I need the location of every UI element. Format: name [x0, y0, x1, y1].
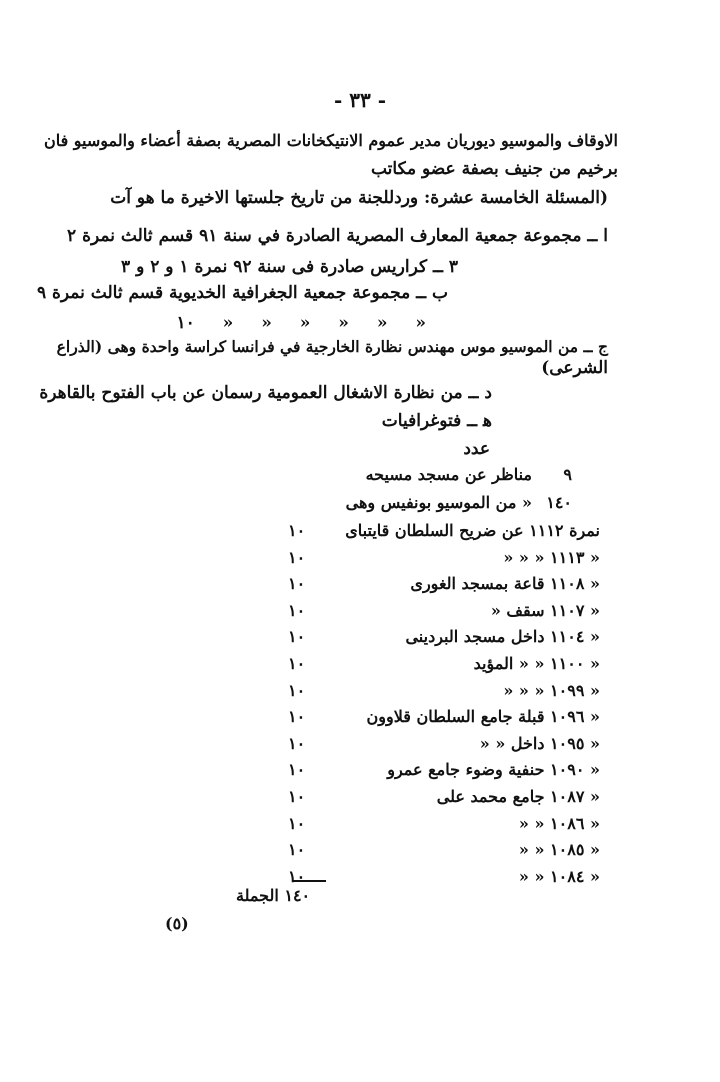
- row-label: « ١٠٨٤ « «: [518, 866, 600, 886]
- row-label: « ١٠٨٧ جامع محمد على: [436, 787, 600, 806]
- table-row: [280, 866, 600, 888]
- table-row: [280, 706, 600, 728]
- row-label: « ١٠٩٦ قبلة جامع السلطان قلاوون: [366, 707, 600, 727]
- table-row: [280, 520, 600, 542]
- row-quantity: ١٠: [288, 866, 306, 886]
- paragraph-line-4: ا ــ مجموعة جمعية المعارف المصرية الصادرة في سنة ٩١ قسم ثالث نمرة ٢: [67, 226, 608, 246]
- table-row: [280, 759, 600, 781]
- row-label: « ١١٠٤ داخل مسجد البردينى: [405, 627, 600, 647]
- paragraph-line-11: ﻫ ــ فتوغرافيات: [381, 411, 492, 431]
- table-row: [280, 653, 600, 675]
- total-rule: [292, 880, 326, 882]
- table-row: [280, 680, 600, 702]
- intro-item-count: ٩: [563, 465, 572, 484]
- paragraph-line-12: عدد: [463, 439, 490, 459]
- table-row: [280, 813, 600, 835]
- intro-item: [300, 464, 572, 486]
- intro-item-text: مناظر عن مسجد مسيحه: [365, 465, 532, 484]
- row-label: « ١١١٣ « « «: [503, 547, 600, 567]
- page-number: - ٣٣ -: [333, 88, 386, 112]
- row-label: « ١٠٩٩ « « «: [503, 680, 600, 700]
- table-row: [280, 839, 600, 861]
- row-quantity: ١٠: [288, 707, 306, 727]
- row-quantity: ١٠: [288, 654, 306, 673]
- row-label: « ١٠٨٦ « «: [518, 813, 600, 833]
- row-quantity: ١٠: [288, 813, 306, 833]
- row-label: « ١٠٨٥ « «: [518, 840, 600, 860]
- paragraph-line-1: الاوقاف والموسيو ديوريان مدير عموم الانتيكخانات المصرية بصفة أعضاء والموسيو فان: [43, 131, 618, 150]
- row-quantity: ١٠: [288, 680, 306, 700]
- row-quantity: ١٠: [288, 787, 306, 806]
- row-label: « ١٠٩٠ حنفية وضوء جامع عمرو: [387, 760, 600, 780]
- row-label: « ١١٠٠ « « المؤيد: [473, 654, 600, 673]
- row-quantity: ١٠: [288, 627, 306, 647]
- paragraph-line-5: ٣ ــ كراريس صادرة فى سنة ٩٢ نمرة ١ و ٢ و ٣: [121, 257, 458, 277]
- paragraph-line-7: « « « « « « ١٠: [176, 313, 426, 333]
- table-row: [280, 600, 600, 622]
- table-row: [280, 547, 600, 569]
- row-quantity: ١٠: [288, 574, 306, 594]
- paragraph-line-2: برخيم من جنيف بصفة عضو مكاتب: [370, 159, 618, 179]
- paragraph-line-3: (المسئلة الخامسة عشرة: وردللجنة من تاريخ جلستها الاخيرة ما هو آت: [110, 188, 608, 208]
- row-quantity: ١٠: [288, 760, 306, 780]
- total-row: [236, 886, 310, 905]
- intro-item-count: ١٤٠: [546, 493, 572, 512]
- total-label: الجملة: [236, 886, 279, 905]
- paragraph-line-9: الشرعى): [541, 358, 608, 378]
- row-label: « ١٠٩٥ داخل « «: [479, 733, 600, 753]
- row-label: نمرة ١١١٢ عن ضريح السلطان قايتباى: [345, 521, 600, 540]
- row-quantity: ١٠: [288, 547, 306, 567]
- table-row: [280, 733, 600, 755]
- intro-item-text: « من الموسيو بونفيس وهى: [345, 493, 532, 512]
- paragraph-line-8: ج ــ من الموسيو موس مهندس نظارة الخارجية في فرانسا كراسة واحدة وهى (الذراع: [56, 337, 608, 356]
- row-label: « ١١٠٨ قاعة بمسجد الغورى: [410, 574, 600, 594]
- row-quantity: ١٠: [288, 733, 306, 753]
- footnote-marker: (٥): [165, 914, 189, 933]
- row-label: « ١١٠٧ سقف «: [490, 600, 600, 620]
- table-row: [280, 573, 600, 595]
- paragraph-line-10: د ــ من نظارة الاشغال العمومية رسمان عن باب الفتوح بالقاهرة: [39, 383, 492, 403]
- row-quantity: ١٠: [288, 840, 306, 860]
- intro-item: [300, 492, 572, 514]
- total-value: ١٤٠: [284, 886, 311, 905]
- row-quantity: ١٠: [288, 521, 306, 540]
- table-row: [280, 786, 600, 808]
- row-quantity: ١٠: [288, 600, 306, 620]
- table-row: [280, 626, 600, 648]
- paragraph-line-6: ب ــ مجموعة جمعية الجغرافية الخديوية قسم ثالث نمرة ٩: [36, 283, 448, 303]
